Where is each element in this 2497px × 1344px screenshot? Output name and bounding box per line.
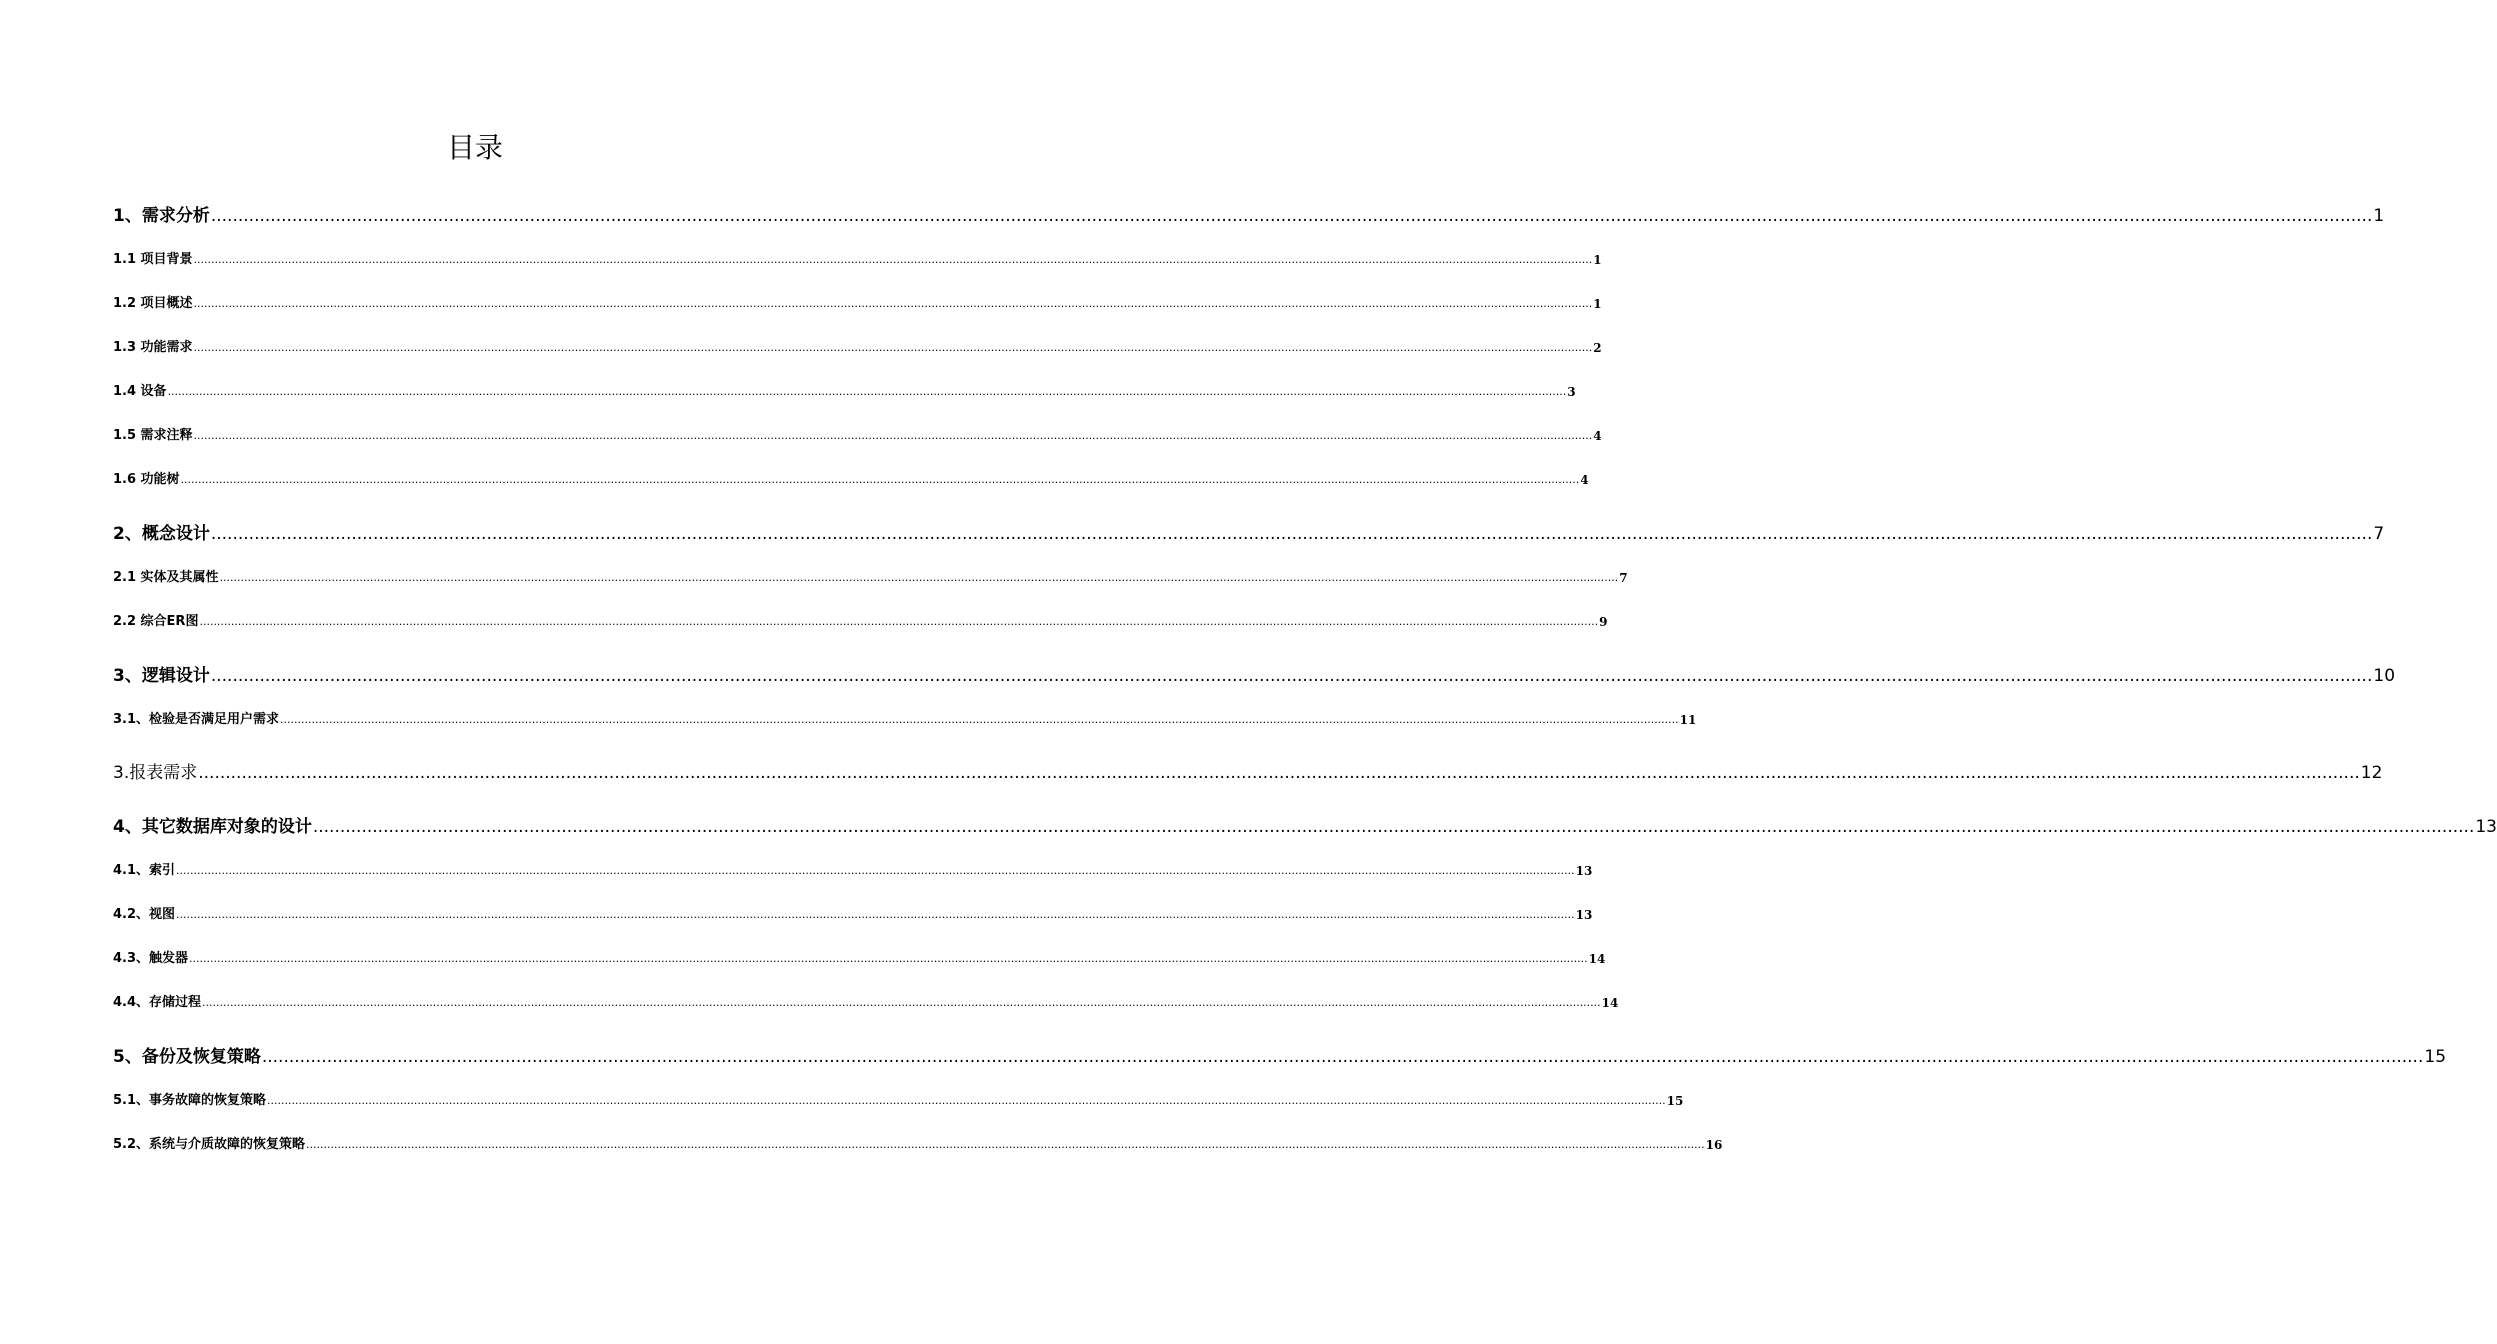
toc-entry-text: 4.4、存储过程 — [113, 995, 202, 1010]
toc-entry-text: 4.2、视图 — [113, 907, 176, 922]
toc-entry-chapter[interactable] — [113, 664, 2396, 688]
toc-entry-section[interactable] — [113, 1091, 1684, 1111]
dot-leader: ................................................................................................................................................................................................................................................................................................................................................................................................................ — [306, 1138, 1705, 1151]
dot-leader: ................................................................................................................................................................................................................................................................................................................................................................................................................ — [193, 297, 1593, 310]
toc-entry-page-number: 9 — [1599, 615, 1608, 629]
dot-leader: ................................................................................................................................................................................................................................................................................................................................................................................................................ — [176, 864, 1575, 877]
dot-leader: ................................................................................................................................................................................................................................................................................................................................................................................................................ — [193, 429, 1593, 442]
dot-leader: ................................................................................................................................................................................................................................................................................................................................................................................................................ — [267, 1094, 1666, 1107]
toc-entry-text: 1.2 项目概述 — [113, 296, 193, 311]
dot-leader: ................................................................................................................................................................................................................................................................................................................................................................................................................ — [180, 473, 1580, 486]
toc-entry-page-number: 7 — [1619, 571, 1628, 585]
toc-entry-section[interactable] — [113, 294, 1602, 314]
toc-entry-page-number: 13 — [2475, 817, 2497, 837]
dot-leader: ................................................................................................................................................................................................................................................................................................................................................................................................................ — [193, 253, 1593, 266]
toc-entry-text: 1.3 功能需求 — [113, 340, 193, 355]
toc-entry-page-number: 10 — [2373, 666, 2396, 686]
dot-leader: ................................................................................................................................................................................................................................................................................................................................................................................................................ — [280, 713, 1679, 726]
toc-entry-page-number: 1 — [1593, 253, 1602, 267]
toc-entry-text: 1.1 项目背景 — [113, 252, 193, 267]
toc-entry-section[interactable] — [113, 568, 1628, 588]
toc-entry-text: 2、概念设计 — [113, 524, 210, 544]
toc-entry-text: 1、需求分析 — [113, 206, 210, 226]
dot-leader: ................................................................................................................................................................................................................................................................................................................................................................................................................ — [210, 524, 2373, 544]
toc-entry-section[interactable] — [113, 612, 1608, 632]
toc-entry-text: 1.6 功能树 — [113, 472, 180, 487]
toc-entry-page-number: 15 — [2424, 1047, 2447, 1067]
dot-leader: ................................................................................................................................................................................................................................................................................................................................................................................................................ — [261, 1047, 2424, 1067]
toc-entry-text: 2.1 实体及其属性 — [113, 570, 219, 585]
toc-entry-page-number: 1 — [1593, 297, 1602, 311]
toc-entry-page-number: 7 — [2373, 524, 2385, 544]
toc-entry-text: 3.1、检验是否满足用户需求 — [113, 712, 280, 727]
toc-entry-chapter[interactable] — [113, 815, 2497, 839]
toc-entry-section[interactable] — [113, 338, 1602, 358]
toc-entry-page-number: 4 — [1580, 473, 1589, 487]
toc-entry-section[interactable] — [113, 470, 1589, 490]
toc-entry-section[interactable] — [113, 1135, 1723, 1155]
toc-entry-page-number: 15 — [1666, 1094, 1684, 1108]
toc-entry-text: 5.2、系统与介质故障的恢复策略 — [113, 1137, 306, 1152]
dot-leader: ................................................................................................................................................................................................................................................................................................................................................................................................................ — [198, 763, 2360, 783]
toc-entry-text: 5、备份及恢复策略 — [113, 1047, 261, 1067]
toc-entry-section[interactable] — [113, 250, 1602, 270]
toc-entry-text: 5.1、事务故障的恢复策略 — [113, 1093, 267, 1108]
toc-entry-chapter[interactable] — [113, 761, 2383, 785]
toc-entry-text: 1.4 设备 — [113, 384, 167, 399]
toc-entry-page-number: 12 — [2360, 763, 2383, 783]
dot-leader: ................................................................................................................................................................................................................................................................................................................................................................................................................ — [219, 571, 1619, 584]
toc-entry-text: 3、逻辑设计 — [113, 666, 210, 686]
dot-leader: ................................................................................................................................................................................................................................................................................................................................................................................................................ — [210, 666, 2373, 686]
toc-entry-section[interactable] — [113, 426, 1602, 446]
toc-entry-section[interactable] — [113, 905, 1593, 925]
toc-title: 目录 — [446, 131, 503, 164]
toc-entry-section[interactable] — [113, 861, 1593, 881]
toc-entry-page-number: 2 — [1593, 341, 1602, 355]
toc-entry-section[interactable] — [113, 710, 1697, 730]
toc-entry-chapter[interactable] — [113, 204, 2385, 228]
toc-entry-page-number: 4 — [1593, 429, 1602, 443]
toc-entry-page-number: 13 — [1575, 864, 1593, 878]
toc-entry-page-number: 16 — [1705, 1138, 1723, 1152]
toc-entry-page-number: 3 — [1567, 385, 1576, 399]
dot-leader: ................................................................................................................................................................................................................................................................................................................................................................................................................ — [199, 615, 1599, 628]
toc-entry-text: 1.5 需求注释 — [113, 428, 193, 443]
dot-leader: ................................................................................................................................................................................................................................................................................................................................................................................................................ — [202, 996, 1601, 1009]
toc-entry-section[interactable] — [113, 382, 1576, 402]
dot-leader: ................................................................................................................................................................................................................................................................................................................................................................................................................ — [193, 341, 1593, 354]
toc-entry-text: 3.报表需求 — [113, 763, 198, 783]
dot-leader: ................................................................................................................................................................................................................................................................................................................................................................................................................ — [189, 952, 1588, 965]
toc-entry-section[interactable] — [113, 993, 1619, 1013]
toc-entry-page-number: 1 — [2373, 206, 2385, 226]
toc-entry-page-number: 14 — [1601, 996, 1619, 1010]
toc-entry-page-number: 11 — [1679, 713, 1697, 727]
toc-entry-section[interactable] — [113, 949, 1606, 969]
toc-entry-chapter[interactable] — [113, 522, 2385, 546]
toc-entry-page-number: 14 — [1588, 952, 1606, 966]
toc-entry-chapter[interactable] — [113, 1045, 2447, 1069]
dot-leader: ................................................................................................................................................................................................................................................................................................................................................................................................................ — [312, 817, 2475, 837]
toc-entry-text: 4.3、触发器 — [113, 951, 189, 966]
toc-entry-page-number: 13 — [1575, 908, 1593, 922]
toc-entry-text: 4、其它数据库对象的设计 — [113, 817, 312, 837]
toc-entry-text: 2.2 综合ER图 — [113, 614, 199, 629]
dot-leader: ................................................................................................................................................................................................................................................................................................................................................................................................................ — [210, 206, 2373, 226]
dot-leader: ................................................................................................................................................................................................................................................................................................................................................................................................................ — [167, 385, 1567, 398]
toc-entry-text: 4.1、索引 — [113, 863, 176, 878]
dot-leader: ................................................................................................................................................................................................................................................................................................................................................................................................................ — [176, 908, 1575, 921]
